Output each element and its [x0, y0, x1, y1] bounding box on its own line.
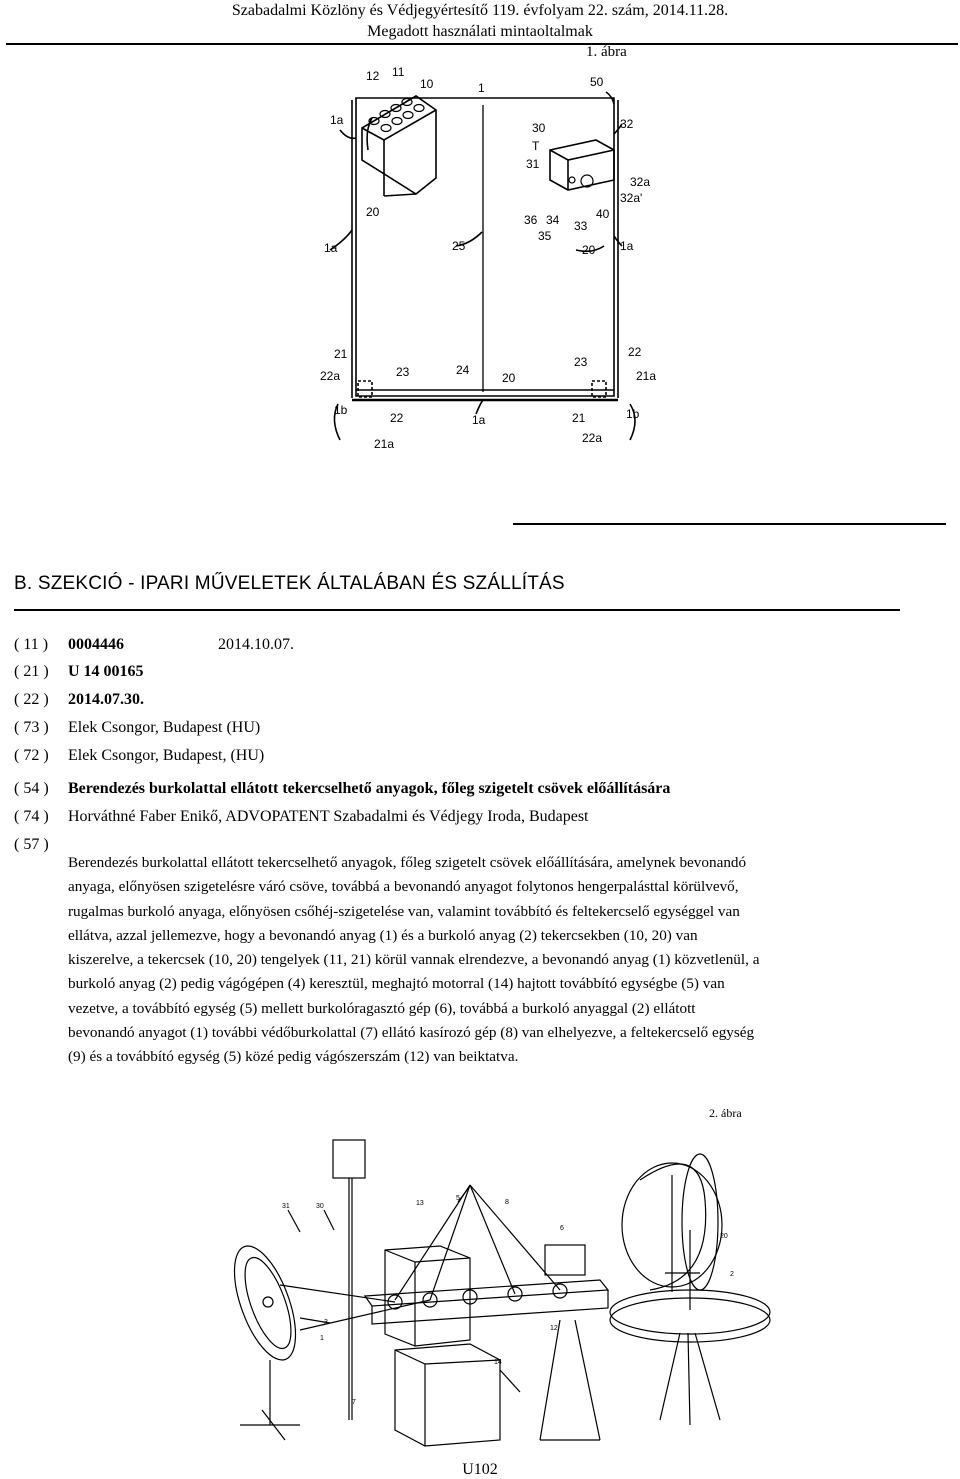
svg-text:21a: 21a	[636, 369, 657, 383]
section-subheader: Megadott használati mintaoltalmak	[367, 23, 593, 40]
svg-text:1a: 1a	[472, 413, 486, 427]
svg-text:20: 20	[582, 243, 596, 257]
svg-text:20: 20	[366, 205, 380, 219]
svg-text:13: 13	[416, 1200, 424, 1207]
svg-text:1b: 1b	[334, 403, 348, 417]
section-title: B. SZEKCIÓ - IPARI MŰVELETEK ÁLTALÁBAN ÉS SZÁLLÍTÁS	[14, 573, 565, 594]
svg-text:35: 35	[538, 229, 552, 243]
svg-text:32: 32	[620, 117, 634, 131]
biblio-code: ( 11 )	[14, 636, 49, 653]
biblio-code: ( 74 )	[14, 808, 49, 825]
svg-text:22: 22	[390, 411, 404, 425]
svg-text:31: 31	[282, 1203, 290, 1210]
application-number: U 14 00165	[68, 663, 144, 680]
svg-text:23: 23	[396, 365, 410, 379]
svg-text:33: 33	[574, 219, 588, 233]
abstract-line: rugalmas burkoló anyaga, előnyösen csőhéj-szigetelése van, valamint továbbító és feltekercselő egységgel van	[68, 902, 740, 920]
svg-text:25: 25	[452, 239, 466, 253]
abstract-line: ellátva, azzal jellemezve, hogy a bevonandó anyag (1) és a burkoló anyag (2) tekercsekben (10, 20) van	[68, 926, 698, 944]
svg-text:10: 10	[420, 77, 434, 91]
svg-text:21: 21	[334, 347, 348, 361]
svg-text:22a: 22a	[582, 431, 603, 445]
biblio-code: ( 22 )	[14, 691, 49, 708]
abstract-line: kiszerelve, a tekercsek (10, 20) tengelyek (11, 21) körül vannak elrendezve, a bevonandó anyag (1) közvetlenül, a	[68, 951, 760, 969]
publication-date: 2014.10.07.	[218, 636, 294, 653]
svg-text:1: 1	[320, 1335, 324, 1342]
representative: Horváthné Faber Enikő, ADVOPATENT Szabadalmi és Védjegy Iroda, Budapest	[68, 808, 589, 825]
biblio-code: ( 54 )	[14, 780, 49, 797]
biblio-code: ( 73 )	[14, 719, 49, 736]
svg-text:20: 20	[502, 371, 516, 385]
svg-text:21a: 21a	[374, 437, 395, 451]
biblio-code: ( 21 )	[14, 663, 49, 680]
svg-text:36: 36	[524, 213, 538, 227]
svg-text:11: 11	[392, 65, 405, 79]
svg-text:3: 3	[324, 1319, 328, 1326]
filing-date: 2014.07.30.	[68, 691, 144, 708]
svg-text:20: 20	[720, 1233, 728, 1240]
biblio-code: ( 57 )	[14, 836, 49, 853]
inventor: Elek Csongor, Budapest, (HU)	[68, 747, 265, 764]
svg-text:24: 24	[456, 363, 470, 377]
svg-text:7: 7	[352, 1399, 356, 1406]
svg-text:31: 31	[526, 157, 540, 171]
svg-text:30: 30	[316, 1203, 324, 1210]
svg-text:12: 12	[366, 69, 380, 83]
svg-text:40: 40	[596, 207, 610, 221]
svg-text:50: 50	[590, 75, 604, 89]
svg-text:32a': 32a'	[620, 191, 643, 205]
svg-text:32a: 32a	[630, 175, 651, 189]
invention-title: Berendezés burkolattal ellátott tekercselhető anyagok, főleg szigetelt csövek előállítására	[68, 780, 671, 797]
svg-text:1b: 1b	[626, 407, 640, 421]
svg-text:22: 22	[628, 345, 642, 359]
abstract-line: (9) és a továbbító egység (5) közé pedig vágószerszám (12) van beiktatva.	[68, 1048, 519, 1066]
svg-text:5: 5	[456, 1195, 460, 1202]
svg-text:22a: 22a	[320, 369, 341, 383]
svg-text:6: 6	[560, 1225, 564, 1232]
svg-text:T: T	[532, 139, 540, 153]
svg-text:1a: 1a	[620, 239, 634, 253]
svg-text:1a: 1a	[330, 113, 344, 127]
page-number: U102	[462, 1461, 498, 1478]
abstract-line: Berendezés burkolattal ellátott tekercselhető anyagok, főleg szigetelt csövek előállítására, amelynek bevonandó	[68, 854, 747, 871]
publication-number: 0004446	[68, 636, 124, 653]
abstract-line: burkoló anyag (2) pedig vágógépen (4) keresztül, meghajtó motorral (14) hajtott továbbító egységbe (5) van	[68, 975, 725, 993]
abstract-line: bevonandó anyagot (1) további védőburkolattal (7) ellátó kasírozó gép (8) van elhelyezve, a feltekercselő egység	[68, 1024, 755, 1042]
abstract-line: anyaga, előnyösen szigetelésre váró csöve, továbbá a bevonandó anyagot folytonos hengerpalásttal körülvevő,	[68, 878, 739, 896]
svg-text:1: 1	[478, 81, 485, 95]
svg-text:23: 23	[574, 355, 588, 369]
figure2-label: 2. ábra	[709, 1106, 742, 1120]
journal-header: Szabadalmi Közlöny és Védjegyértesítő 119. évfolyam 22. szám, 2014.11.28.	[231, 2, 729, 19]
svg-text:8: 8	[505, 1199, 509, 1206]
figure1-label: 1. ábra	[586, 44, 627, 60]
svg-text:30: 30	[532, 121, 546, 135]
svg-text:14: 14	[494, 1359, 502, 1366]
svg-text:34: 34	[546, 213, 560, 227]
biblio-code: ( 72 )	[14, 747, 49, 764]
abstract-line: vezetve, a továbbító egység (5) mellett burkolóragasztó gép (6), továbbá a burkoló anyaggal (2) ellátott	[68, 999, 696, 1017]
svg-text:2: 2	[730, 1271, 734, 1278]
svg-text:12: 12	[550, 1325, 558, 1332]
holder: Elek Csongor, Budapest (HU)	[68, 719, 261, 736]
svg-text:21: 21	[572, 411, 586, 425]
svg-text:1a: 1a	[324, 241, 338, 255]
